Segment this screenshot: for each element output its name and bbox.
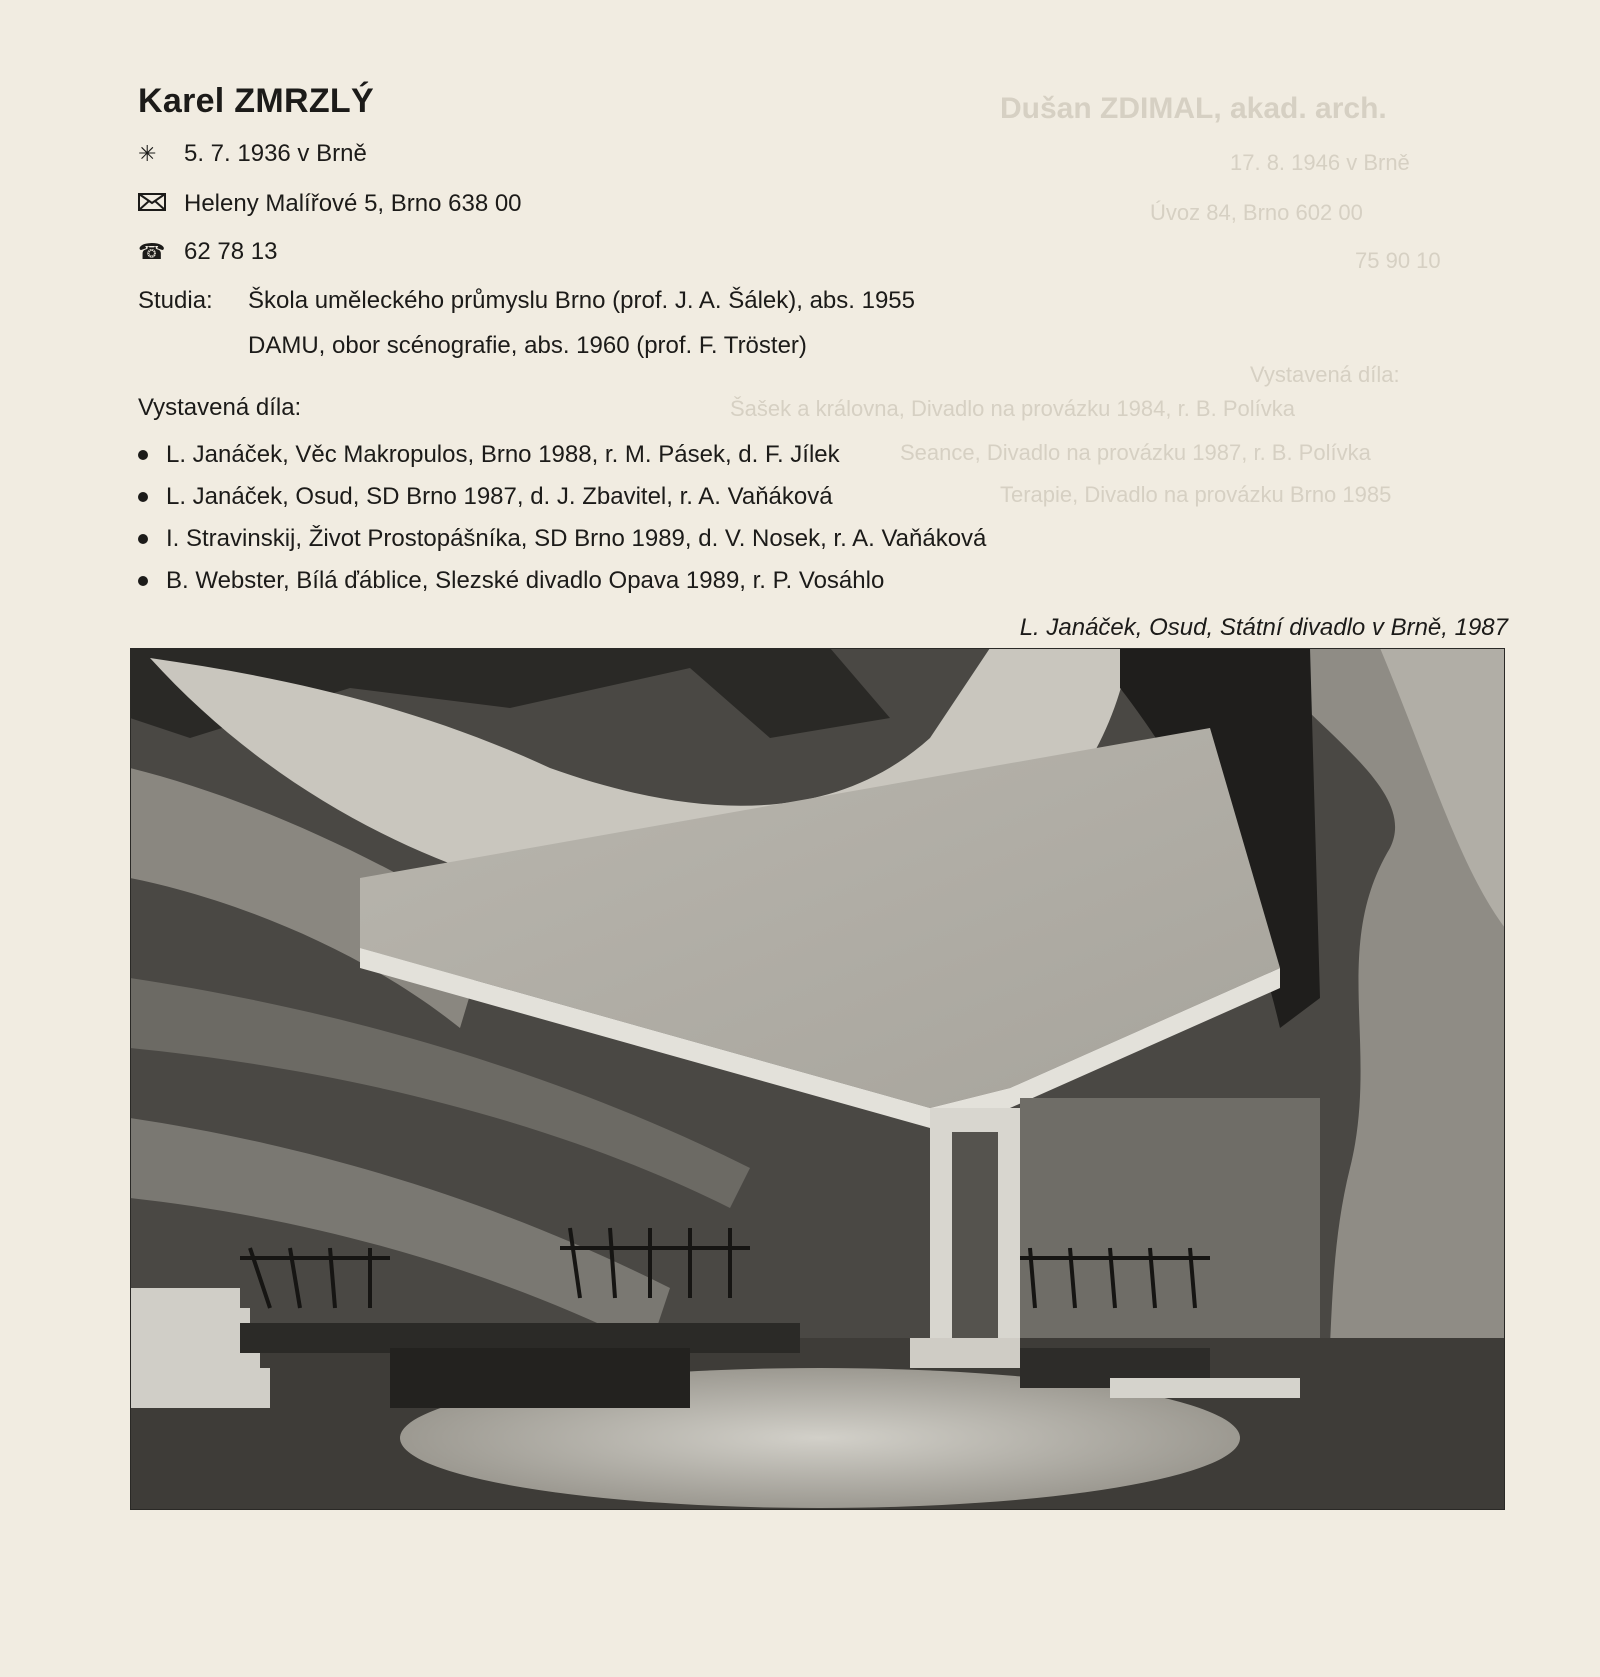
bleed-through-text: Úvoz 84, Brno 602 00 — [1150, 200, 1363, 225]
photo-caption: L. Janáček, Osud, Státní divadlo v Brně, 1987 — [1019, 614, 1508, 641]
asterisk-icon: ✳ — [138, 141, 157, 166]
works-label: Vystavená díla: — [138, 394, 302, 421]
address: Heleny Malířové 5, Brno 638 00 — [184, 190, 522, 217]
bullet-icon — [138, 534, 148, 544]
list-item: I. Stravinskij, Život Prostopášníka, SD Brno 1989, d. V. Nosek, r. A. Vaňáková — [138, 525, 986, 553]
bleed-through-text: 75 90 10 — [1355, 248, 1441, 273]
bleed-through-text: 17. 8. 1946 v Brně — [1230, 150, 1410, 175]
studies-line: Škola uměleckého průmyslu Brno (prof. J. A. Šálek), abs. 1955 — [248, 287, 915, 314]
phone-row — [138, 238, 277, 266]
bleed-through-text: Seance, Divadlo na provázku 1987, r. B. Polívka — [900, 440, 1371, 465]
list-item: L. Janáček, Osud, SD Brno 1987, d. J. Zbavitel, r. A. Vaňáková — [138, 483, 833, 511]
bullet-icon — [138, 492, 148, 502]
telephone-icon: ☎ — [138, 239, 166, 264]
envelope-icon — [138, 191, 184, 217]
artist-name: Karel ZMRZLÝ — [138, 82, 374, 120]
studies-line: DAMU, obor scénografie, abs. 1960 (prof. F. Tröster) — [248, 332, 807, 359]
bleed-through-text: Dušan ZDIMAL, akad. arch. — [1000, 92, 1387, 125]
address-row — [138, 190, 522, 218]
bleed-through-text: Terapie, Divadlo na provázku Brno 1985 — [1000, 482, 1392, 507]
bullet-icon — [138, 576, 148, 586]
list-item: L. Janáček, Věc Makropulos, Brno 1988, r. M. Pásek, d. F. Jílek — [138, 441, 840, 469]
birth-date: 5. 7. 1936 v Brně — [184, 140, 367, 167]
stage-design-photo — [130, 648, 1505, 1510]
phone-number: 62 78 13 — [184, 238, 278, 265]
birth-row — [138, 140, 367, 168]
bullet-icon — [138, 450, 148, 460]
list-item: B. Webster, Bílá ďáblice, Slezské divadlo Opava 1989, r. P. Vosáhlo — [138, 567, 884, 595]
studies-label: Studia: — [138, 287, 213, 314]
bleed-through-text: Šašek a královna, Divadlo na provázku 1984, r. B. Polívka — [730, 396, 1295, 421]
bleed-through-text: Vystavená díla: — [1250, 362, 1400, 387]
